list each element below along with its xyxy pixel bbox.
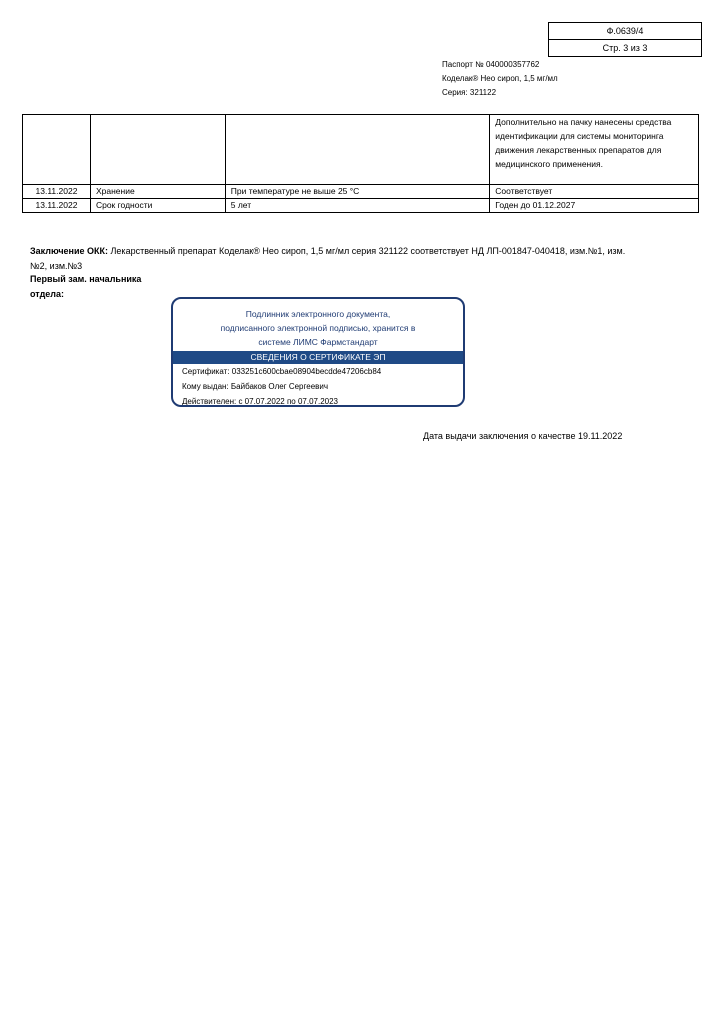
conclusion-label: Заключение ОКК: xyxy=(30,246,109,256)
table-row xyxy=(23,185,699,199)
product-name: Коделак® Нео сироп, 1,5 мг/мл xyxy=(442,74,558,83)
table-row xyxy=(23,115,699,185)
stamp-title-line-1: Подлинник электронного документа, xyxy=(245,309,391,319)
signer-line-2: отдела: xyxy=(30,289,65,299)
series-number: Серия: 321122 xyxy=(442,88,497,97)
table-row xyxy=(23,199,699,213)
signer-line-1: Первый зам. начальника xyxy=(30,274,142,284)
issue-date: Дата выдачи заключения о качестве 19.11.2022 xyxy=(423,431,623,441)
table-cell xyxy=(225,115,490,185)
conclusion xyxy=(30,244,630,274)
stamp-validity: Действителен: с 07.07.2022 по 07.07.2023 xyxy=(182,397,338,406)
row-date: 13.11.2022 xyxy=(23,185,91,199)
signer-title xyxy=(30,272,141,302)
conclusion-text: Лекарственный препарат Коделак® Нео сироп, 1,5 мг/мл серия 321122 соответствует НД ЛП-001847-040418, изм.№1, изм.№2, изм.№3 xyxy=(30,246,626,271)
row-result: Соответствует xyxy=(490,185,699,199)
row-date: 13.11.2022 xyxy=(23,199,91,213)
identification-note: Дополнительно на пачку нанесены средства идентификации для системы мониторинга движения лекарственных препаратов для медицинского применения. xyxy=(490,115,699,185)
form-code: Ф.0639/4 xyxy=(606,26,644,36)
row-requirement: При температуре не выше 25 °С xyxy=(225,185,490,199)
stamp-certificate: Сертификат: 033251c600cbae08904becdde47206cb84 xyxy=(182,367,382,376)
page-counter: Стр. 3 из 3 xyxy=(549,39,701,56)
table-cell xyxy=(90,115,225,185)
row-result: Годен до 01.12.2027 xyxy=(490,199,699,213)
form-code-box xyxy=(548,22,702,57)
row-test: Срок годности xyxy=(90,199,225,213)
row-test: Хранение xyxy=(90,185,225,199)
stamp-title-line-2: подписанного электронной подписью, хранится в xyxy=(220,323,416,333)
row-requirement: 5 лет xyxy=(225,199,490,213)
electronic-signature-stamp xyxy=(171,297,465,407)
stamp-bar: СВЕДЕНИЯ О СЕРТИФИКАТЕ ЭП xyxy=(173,351,463,364)
passport-block xyxy=(442,58,558,100)
stamp-title-line-3: системе ЛИМС Фармстандарт xyxy=(258,337,378,347)
table-cell xyxy=(23,115,91,185)
stamp-title xyxy=(173,307,463,349)
passport-number: Паспорт № 040000357762 xyxy=(442,60,540,69)
stamp-issued-to: Кому выдан: Байбаков Олег Сергеевич xyxy=(182,382,329,391)
quality-table xyxy=(22,114,699,213)
